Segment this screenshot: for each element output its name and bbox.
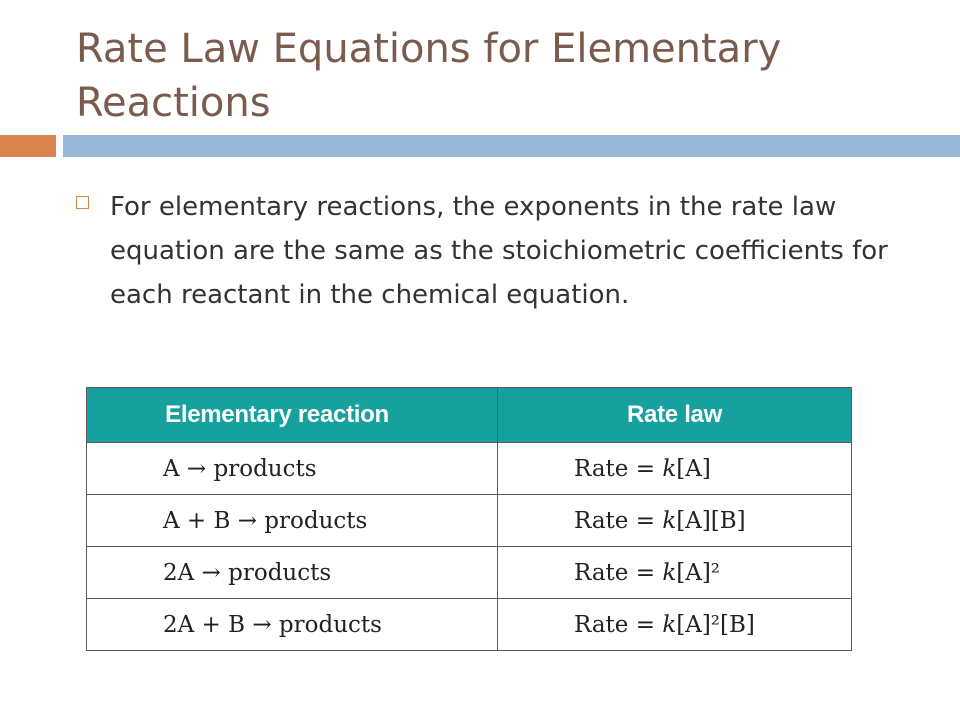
table-row	[87, 495, 852, 547]
square-bullet-icon	[76, 196, 89, 209]
rate-prefix: Rate =	[574, 455, 663, 482]
title-accent-bar-blue	[63, 135, 960, 157]
header-elementary-reaction: Elementary reaction	[87, 388, 498, 443]
header-rate-law: Rate law	[498, 388, 852, 443]
reaction-cell: 2A + B → products	[87, 599, 498, 651]
rate-constant: k	[662, 611, 677, 638]
rate-law-table-container	[86, 387, 851, 651]
slide-title: Rate Law Equations for Elementary Reactions	[76, 26, 782, 126]
rate-law-cell	[498, 599, 852, 651]
table-row	[87, 443, 852, 495]
reaction-cell: A → products	[87, 443, 498, 495]
reaction-cell: 2A → products	[87, 547, 498, 599]
rate-concentration: [A][B]	[676, 507, 746, 534]
rate-prefix: Rate =	[574, 611, 663, 638]
table-row	[87, 599, 852, 651]
rate-constant: k	[662, 455, 677, 482]
table-row	[87, 547, 852, 599]
rate-constant: k	[662, 507, 677, 534]
rate-prefix: Rate =	[574, 507, 663, 534]
rate-prefix: Rate =	[574, 559, 663, 586]
rate-constant: k	[662, 559, 677, 586]
title-accent-bar-orange	[0, 135, 56, 157]
rate-concentration: [A]	[676, 455, 711, 482]
rate-concentration: [A]²	[676, 559, 721, 586]
bullet-item	[76, 185, 926, 317]
rate-law-cell	[498, 547, 852, 599]
rate-concentration: [A]²[B]	[676, 611, 755, 638]
table-header-row	[87, 388, 852, 443]
rate-law-cell	[498, 443, 852, 495]
rate-law-table	[86, 387, 852, 651]
reaction-cell: A + B → products	[87, 495, 498, 547]
rate-law-cell	[498, 495, 852, 547]
bullet-text: For elementary reactions, the exponents in the rate law equation are the same as the stoichiometric coefficients for each reactant in the chemical equation.	[110, 192, 888, 310]
